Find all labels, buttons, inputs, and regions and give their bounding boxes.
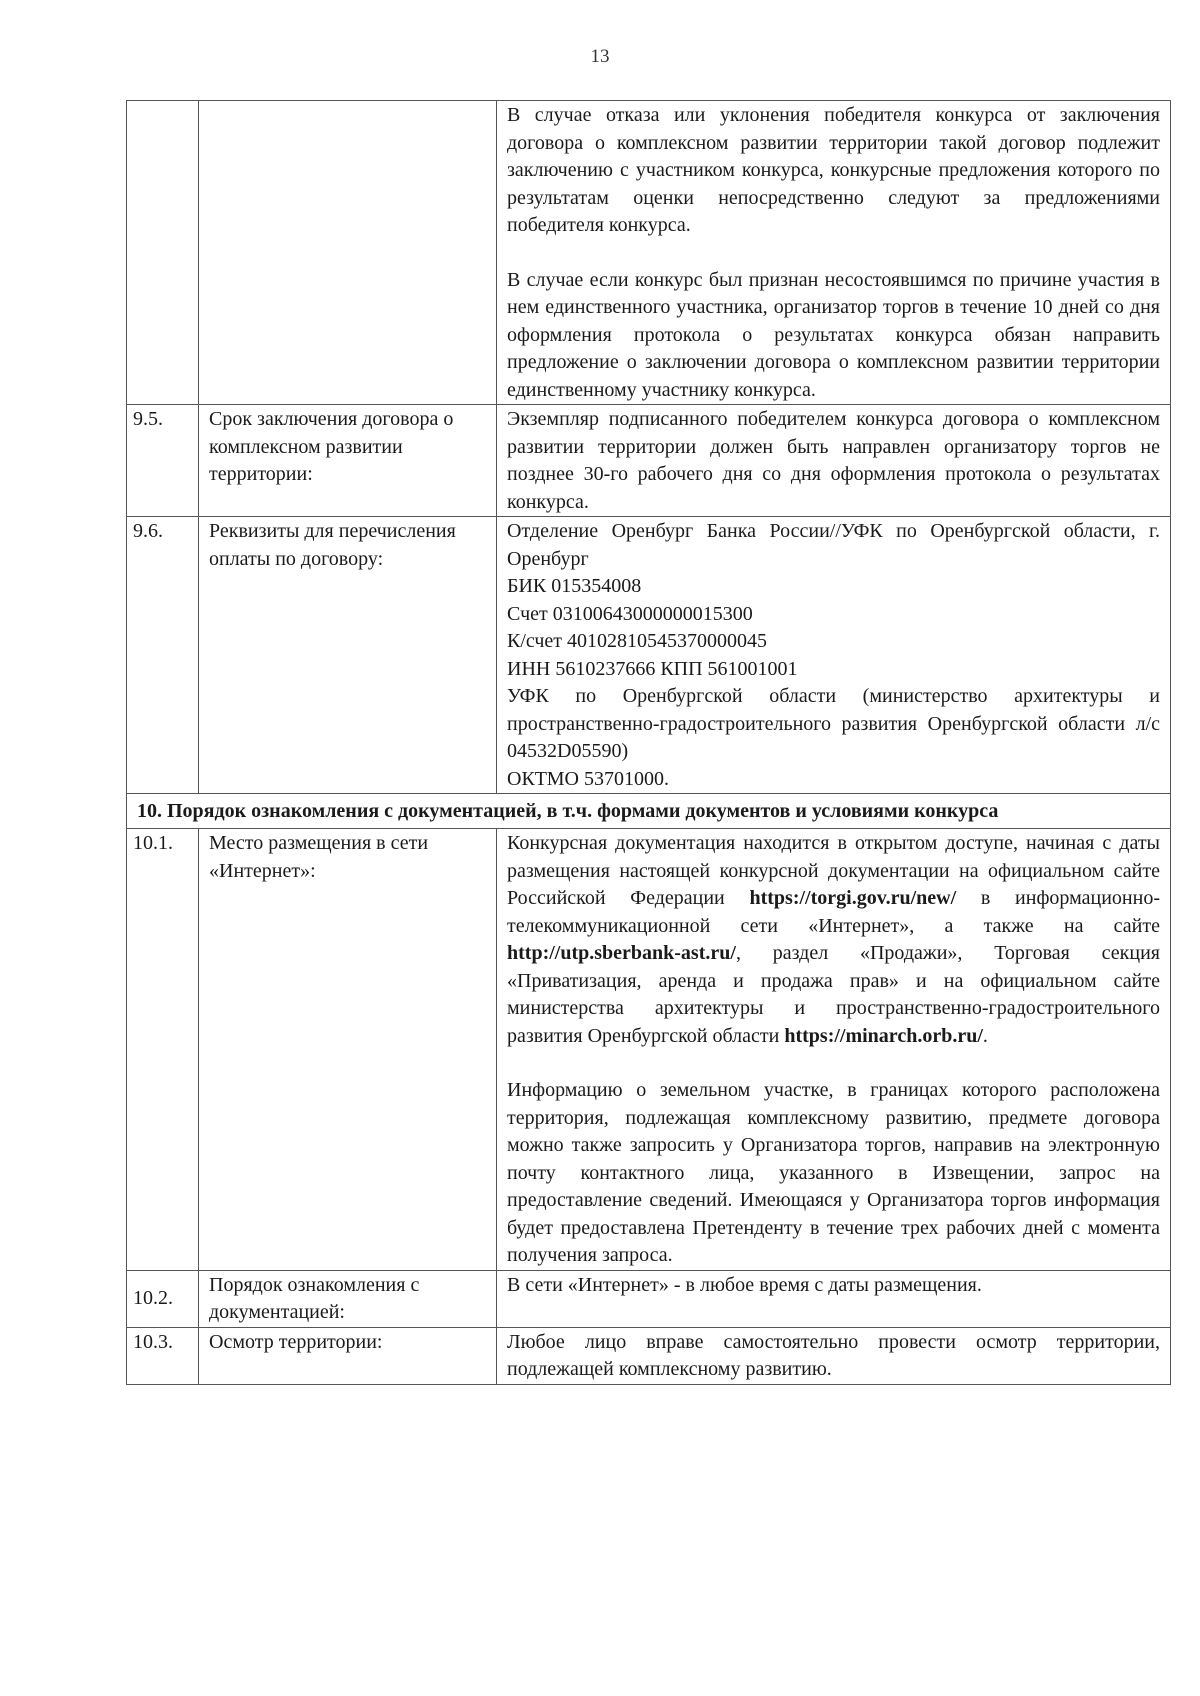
row-content [497,829,1171,1271]
text-fragment: Конкурсная документация находится в открытом доступе, начиная с даты размещения настоящей конкурсной документации на официальном сайте Российской Федерации [507,832,1160,909]
row-number-cell [127,101,199,405]
row-number: 10.3. [127,1327,199,1384]
link-torgi[interactable]: https://torgi.gov.ru/new/ [749,887,957,909]
table-row-10-2 [127,1270,1171,1327]
paragraph-land-info: Информацию о земельном участке, в границах которого расположена территория, подлежащая комплексному развитию, предмете договора можно также запросить у Организатора торгов, направив на электронную почту контактного лица, указанного в Извещении, запрос на предоставление сведений. Имеющаяся у Организатора торгов информация будет предоставлена Претенденту в течение трех рабочих дней с момента получения запроса. [507,1079,1160,1266]
row-content: Любое лицо вправе самостоятельно провести осмотр территории, подлежащей комплексному развитию. [497,1327,1171,1384]
row-number: 10.2. [127,1270,199,1327]
table-row-9-6 [127,517,1171,794]
row-label: Место размещения в сети «Интернет»: [199,829,497,1271]
table-row-9-5 [127,405,1171,517]
ufk-line: УФК по Оренбургской области (министерство архитектуры и пространственно-градостроительного развития Оренбургской области л/с 04532D05590) [507,685,1160,762]
paragraph-single-participant: В случае если конкурс был признан несостоявшимся по причине участия в нем единственного участника, организатор торгов в течение 10 дней со дня оформления протокола о результатах конкурса обязан направить предложение о заключении договора о комплексном развитии территории единственному участнику конкурса. [507,268,1160,401]
corr-account-line: К/счет 40102810545370000045 [507,630,768,652]
account-line: Счет 03100643000000015300 [507,602,753,625]
link-sberbank-ast[interactable]: http://utp.sberbank-ast.ru/ [507,942,736,964]
page-number: 13 [590,46,610,67]
table-row-10-3 [127,1327,1171,1384]
row-content-cell [497,101,1171,405]
inn-kpp-line: ИНН 5610237666 КПП 561001001 [507,657,798,680]
row-label-cell [199,101,497,405]
row-content: Экземпляр подписанного победителем конкурса договора о комплексном развитии территории должен быть направлен организатору торгов не позднее 30-го рабочего дня со дня оформления протокола о результатах конкурса. [497,405,1171,517]
document-table [126,100,1171,1385]
text-fragment: , раздел «Продажи», Торговая секция «Приватизация, аренда и продажа прав» и на официальном сайте министерства архитектуры и пространственно-градостроительного развития Оренбургской области [507,942,1160,1047]
row-number: 10.1. [127,829,199,1271]
link-minarch[interactable]: https://minarch.orb.ru/ [784,1024,983,1047]
text-fragment: в информационно-телекоммуникационной сети «Интернет», а также на сайте [507,887,1160,937]
bik-line: БИК 015354008 [507,575,642,597]
oktmo-line: ОКТМО 53701000. [507,767,669,790]
table-row-continuation [127,101,1171,405]
row-label: Срок заключения договора о комплексном развитии территории: [199,405,497,517]
row-content: В сети «Интернет» - в любое время с даты размещения. [497,1270,1171,1327]
row-content [497,517,1171,794]
paragraph-documentation-access [507,830,1160,1050]
paragraph-refusal: В случае отказа или уклонения победителя конкурса от заключения договора о комплексном развитии территории такой договор подлежит заключению с участником конкурса, конкурсные предложения которого по результатам оценки непосредственно следуют за предложениями победителя конкурса. [507,104,1160,236]
table-row-10-1 [127,829,1171,1271]
row-number: 9.5. [127,405,199,517]
text-fragment: . [982,1024,988,1047]
row-number: 9.6. [127,517,199,794]
bank-name: Отделение Оренбург Банка России//УФК по Оренбургской области, г. Оренбург [507,520,1160,570]
section-heading-row [127,794,1171,829]
section-title: 10. Порядок ознакомления с документацией, в т.ч. формами документов и условиями конкурса [127,794,1171,829]
row-label: Реквизиты для перечисления оплаты по договору: [199,517,497,794]
row-label: Порядок ознакомления с документацией: [199,1270,497,1327]
row-label: Осмотр территории: [199,1327,497,1384]
